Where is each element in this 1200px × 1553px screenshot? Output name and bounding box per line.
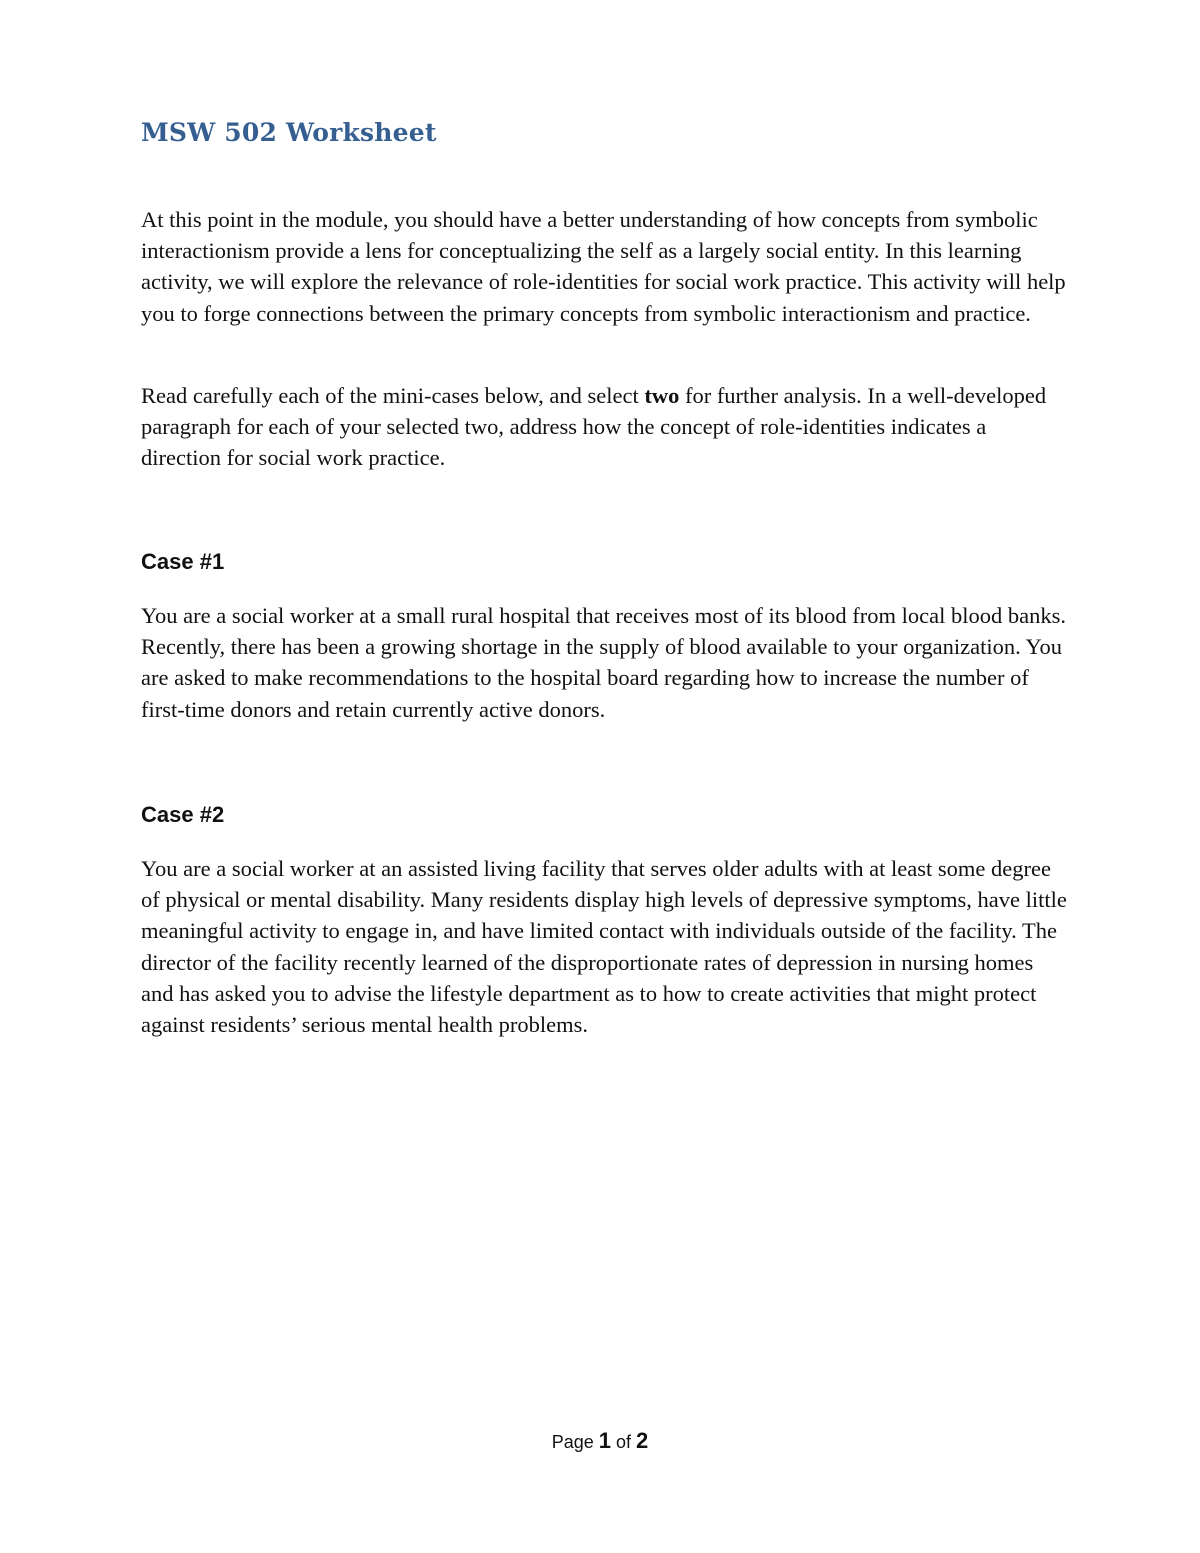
page-label: Page — [551, 1432, 594, 1452]
case-2-heading: Case #2 — [141, 802, 225, 827]
case-2-body: You are a social worker at an assisted living facility that serves older adults with at least some degree of physical or mental disability. Many residents display high levels of depressive symptoms, have little meaningful activity to engage in, and have limited contact with individuals outside of the facility. The director of the facility recently learned of the disproportionate rates of depression in nursing homes and has asked you to advise the lifestyle department as to how to create activities that might protect against residents’ serious mental health problems. — [141, 856, 1067, 1038]
intro-paragraph: At this point in the module, you should have a better understanding of how concepts from symbolic interactionism provide a lens for conceptualizing the self as a largely social entity. In this learning activity, we will explore the relevance of role-identities for social work practice. This activity will help you to forge connections between the primary concepts from symbolic interactionism and practice. — [141, 207, 1066, 326]
instructions-paragraph — [141, 380, 1071, 474]
total-pages-number: 2 — [636, 1428, 649, 1453]
instructions-emphasis: two — [644, 383, 680, 408]
page-footer — [0, 1428, 1200, 1454]
instructions-text-end: for further analysis. In a well-developed paragraph for each of your selected two, address how the concept of role-identities indicates a direction for social work practice. — [141, 383, 1047, 471]
current-page-number: 1 — [598, 1428, 611, 1453]
case-1-heading: Case #1 — [141, 549, 225, 574]
document-title: MSW 502 Worksheet — [141, 118, 437, 147]
of-label: of — [616, 1432, 632, 1452]
case-1-body: You are a social worker at a small rural hospital that receives most of its blood from local blood banks. Recently, there has been a growing shortage in the supply of blood available to your organization. You are asked to make recommendations to the hospital board regarding how to increase the number of first-time donors and retain currently active donors. — [141, 603, 1066, 722]
instructions-text-start: Read carefully each of the mini-cases below, and select — [141, 383, 645, 408]
